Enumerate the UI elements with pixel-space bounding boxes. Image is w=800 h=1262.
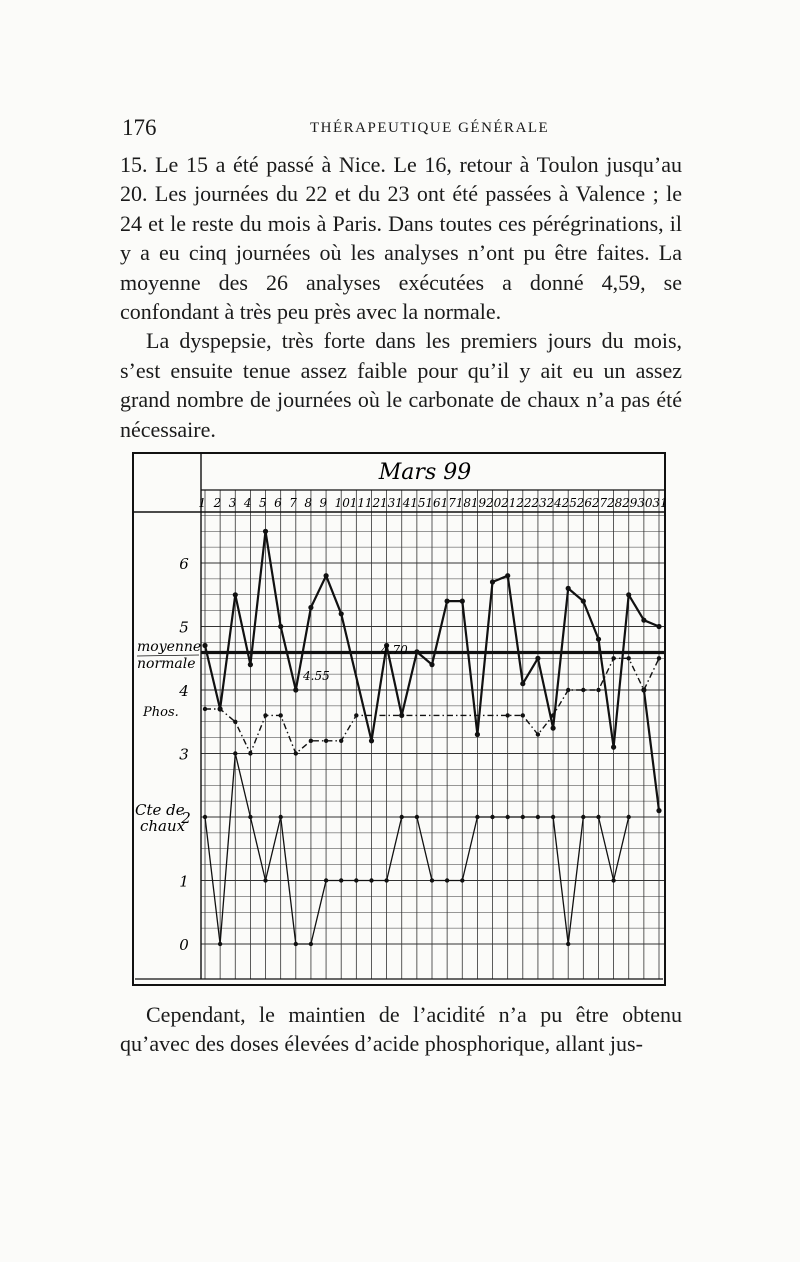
- day-label: 13: [380, 496, 396, 510]
- day-label: 31: [652, 496, 668, 510]
- data-point: [202, 643, 207, 648]
- data-point: [460, 599, 465, 604]
- data-point: [581, 599, 586, 604]
- data-point: [490, 815, 494, 819]
- y-tick-label: 6: [179, 555, 189, 573]
- data-point: [294, 942, 298, 946]
- data-point: [581, 815, 585, 819]
- data-point: [354, 713, 358, 717]
- data-point: [339, 611, 344, 616]
- row-label-moyenne: moyenne: [137, 639, 202, 655]
- data-point: [279, 815, 283, 819]
- data-point: [399, 713, 404, 718]
- data-point: [400, 815, 404, 819]
- data-point: [414, 649, 419, 654]
- data-point: [520, 681, 525, 686]
- y-tick-label: 2: [181, 809, 191, 827]
- data-point: [263, 713, 267, 717]
- data-point: [596, 688, 600, 692]
- day-label: 6: [274, 496, 282, 510]
- day-label: 4: [243, 496, 252, 510]
- data-point: [309, 942, 313, 946]
- day-label: 15: [410, 496, 426, 510]
- day-label: 11: [349, 496, 366, 510]
- data-point: [415, 815, 419, 819]
- data-point: [657, 656, 661, 660]
- data-point: [566, 942, 570, 946]
- data-point: [294, 751, 298, 755]
- day-label: 29: [622, 496, 638, 510]
- data-point: [339, 739, 343, 743]
- data-point: [627, 656, 631, 660]
- data-point: [611, 656, 615, 660]
- data-point: [506, 713, 510, 717]
- data-point: [308, 605, 313, 610]
- day-label: 26: [576, 496, 593, 510]
- day-label: 3: [228, 496, 237, 510]
- data-point: [551, 726, 556, 731]
- data-point: [233, 592, 238, 597]
- data-point: [535, 656, 540, 661]
- data-point: [626, 592, 631, 597]
- data-point: [596, 637, 601, 642]
- paragraph: Cependant, le maintien de l’acidité n’a pu être obtenu qu’avec des doses élevées d’acide phosphorique, allant jus-: [120, 1002, 682, 1057]
- day-label: 20: [485, 496, 502, 510]
- row-label-chaux: Cte de: [135, 801, 185, 819]
- data-point: [536, 815, 540, 819]
- data-point: [641, 618, 646, 623]
- data-point: [309, 739, 313, 743]
- row-label-chaux: chaux: [140, 817, 186, 835]
- y-tick-label: 1: [179, 872, 189, 891]
- data-point: [611, 745, 616, 750]
- data-point: [218, 942, 222, 946]
- data-point: [506, 815, 510, 819]
- data-point: [551, 815, 555, 819]
- day-label: 10: [334, 496, 350, 510]
- data-point: [596, 815, 600, 819]
- data-point: [611, 878, 615, 882]
- data-point: [566, 586, 571, 591]
- paragraph: La dyspepsie, très forte dans les premiers jours du mois, s’est ensuite tenue assez faible pour qu’il y ait eu un assez grand nombre de journées où le carbonate de chaux n’a pas été nécessaire.: [120, 328, 682, 442]
- row-labels: [135, 639, 201, 835]
- data-point: [369, 878, 373, 882]
- data-point: [627, 815, 631, 819]
- day-labels: [198, 496, 667, 510]
- body-text-bottom: [120, 1000, 682, 1059]
- day-label: 22: [516, 496, 532, 510]
- data-point: [505, 573, 510, 578]
- data-point: [203, 815, 207, 819]
- data-point: [324, 573, 329, 578]
- data-point: [551, 713, 555, 717]
- data-point: [445, 878, 449, 882]
- row-label-phos: Phos.: [143, 705, 179, 720]
- day-label: 9: [319, 496, 328, 510]
- day-label: 25: [561, 496, 577, 510]
- data-point: [248, 815, 252, 819]
- data-point: [354, 878, 358, 882]
- day-label: 7: [289, 496, 297, 510]
- data-point: [233, 751, 237, 755]
- chart-frame: [133, 453, 668, 985]
- data-point: [656, 808, 661, 813]
- data-point: [536, 732, 540, 736]
- data-point: [263, 878, 267, 882]
- data-point: [279, 713, 283, 717]
- data-point: [475, 815, 479, 819]
- day-label: 1: [198, 496, 207, 510]
- day-label: 27: [591, 496, 608, 510]
- data-point: [475, 732, 480, 737]
- data-point: [490, 579, 495, 584]
- data-point: [339, 878, 343, 882]
- data-point: [293, 687, 298, 692]
- y-tick-label: 5: [179, 618, 189, 637]
- row-label-normale: normale: [137, 656, 196, 672]
- data-point: [642, 688, 646, 692]
- frame-outer: [133, 453, 668, 985]
- day-label: 28: [607, 496, 623, 510]
- data-point: [218, 707, 222, 711]
- data-point: [233, 720, 237, 724]
- day-label: 24: [546, 496, 562, 510]
- data-point: [324, 739, 328, 743]
- data-point: [203, 707, 207, 711]
- day-label: 21: [501, 496, 517, 510]
- y-tick-labels: [178, 555, 191, 954]
- day-label: 12: [364, 496, 381, 510]
- data-point: [521, 815, 525, 819]
- annotation-470: 4.70: [381, 643, 408, 657]
- data-point: [566, 688, 570, 692]
- data-point: [369, 738, 374, 743]
- data-point: [445, 599, 450, 604]
- data-point: [581, 688, 585, 692]
- day-label: 8: [304, 496, 313, 510]
- series-line-acidity-tail: [644, 690, 659, 811]
- data-point: [278, 624, 283, 629]
- day-label: 2: [213, 496, 222, 510]
- data-point: [248, 662, 253, 667]
- day-label: 14: [395, 496, 411, 510]
- data-point: [324, 878, 328, 882]
- y-tick-label: 0: [179, 936, 189, 954]
- day-label: 16: [425, 496, 441, 510]
- page-number: 176: [122, 115, 157, 140]
- data-point: [384, 878, 388, 882]
- day-label: 23: [531, 496, 547, 510]
- data-point: [656, 624, 661, 629]
- day-label: 18: [455, 496, 471, 510]
- chart-title: Mars 99: [378, 460, 472, 485]
- day-label: 30: [637, 496, 653, 510]
- annotation-455: 4.55: [303, 669, 330, 683]
- data-point: [248, 751, 252, 755]
- paragraph: 15. Le 15 a été passé à Nice. Le 16, retour à Toulon jusqu’au 20. Les journées du 22 et du 23 ont été passées à Valence ; le 24 et le reste du mois à Paris. Dans toutes ces pérégrinations, il y a eu cinq journées où les analyses n’ont pu être faites. La moyenne des 26 analyses exécutées a donné 4,59, se confondant à très peu près avec la normale.: [120, 152, 682, 325]
- y-tick-label: 4: [179, 682, 189, 700]
- data-point: [430, 878, 434, 882]
- running-title: THÉRAPEUTIQUE GÉNÉRALE: [310, 120, 550, 136]
- data-point: [521, 713, 525, 717]
- y-tick-label: 3: [179, 745, 189, 764]
- day-label: 17: [440, 496, 456, 510]
- data-point: [263, 529, 268, 534]
- data-point: [429, 662, 434, 667]
- data-point: [460, 878, 464, 882]
- day-label: 19: [470, 496, 487, 510]
- day-label: 5: [258, 496, 267, 510]
